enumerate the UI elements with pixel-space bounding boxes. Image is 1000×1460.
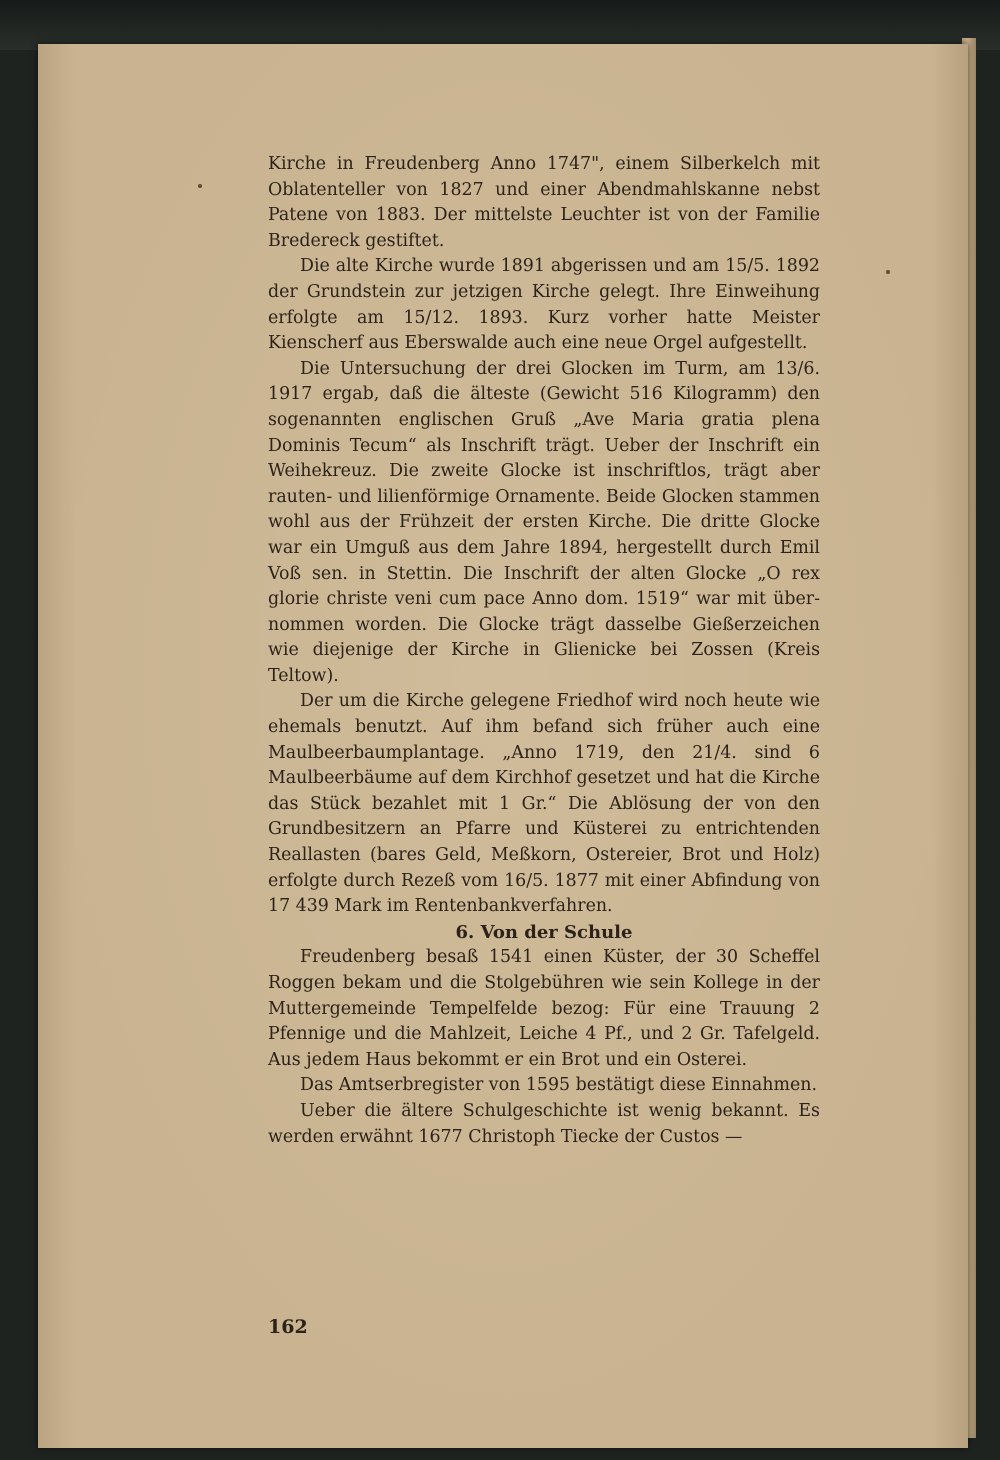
ink-speck: [886, 270, 890, 274]
body-text: [268, 152, 820, 1150]
paragraph: Der um die Kirche gelegene Friedhof wird noch heute wie ehemals benutzt. Auf ihm befand sich früher auch eine Maulbeerbaumplantage. „Anno 1719, den 21/4. sind 6 Maulbeerbäume auf dem Kirchhof gesetzet und hat die Kirche das Stück bezahlet mit 1 Gr.“ Die Ablösung der von den Grundbesitzern an Pfarre und Küsterei zu entrichtenden Reallasten (bares Geld, Meßkorn, Ostereier, Brot und Holz) erfolgte durch Rezeß vom 16/5. 1877 mit einer Abfindung von 17 439 Mark im Rentenbankverfahren.: [268, 691, 820, 917]
paragraph: Kirche in Freudenberg Anno 1747", einem Silberkelch mit Oblatenteller von 1827 und einer Abendmahlskanne nebst Patene von 1883. Der mittelste Leuchter ist von der Familie Bredereck gestiftet.: [268, 154, 820, 251]
paragraph: Die alte Kirche wurde 1891 abgerissen und am 15/5. 1892 der Grundstein zur jetzigen Kirche gelegt. Ihre Einweihung erfolgte am 15/12. 1893. Kurz vorher hatte Meister Kienscherf aus Eberswalde auch eine neue Orgel aufgestellt.: [268, 256, 820, 354]
paragraph: Ueber die ältere Schulgeschichte ist wenig bekannt. Es werden erwähnt 1677 Christoph Tiecke der Custos —: [268, 1100, 820, 1147]
paragraph: Die Untersuchung der drei Glocken im Turm, am 13/6. 1917 ergab, daß die älteste (Gewicht 516 Kilogramm) den sogenannten englischen Gruß „Ave Maria gratia plena Dominis Tecum“ als Inschrift trägt. Ueber der Inschrift ein Weihekreuz. Die zweite Glocke ist inschriftlos, trägt aber rauten- und lilienförmige Ornamente. Beide Glocken stammen wohl aus der Frühzeit der ersten Kirche. Die dritte Glocke war ein Umguß aus dem Jahre 1894, hergestellt durch Emil Voß sen. in Stettin. Die Inschrift der alten Glocke „O rex glorie christe veni cum pace Anno dom. 1519“ war mit übernommen worden. Die Glocke trägt dasselbe Gießerzeichen wie diejenige der Kirche in Glienicke bei Zossen (Kreis Teltow).: [268, 358, 820, 686]
scan-background: [0, 0, 1000, 50]
ink-speck: [198, 184, 202, 188]
section-heading: 6. Von der Schule: [455, 921, 633, 943]
paragraph: Freudenberg besaß 1541 einen Küster, der 30 Scheffel Roggen bekam und die Stolgebühren wie sein Kollege in der Muttergemeinde Tempelfelde bezog: Für eine Trauung 2 Pfennige und die Mahlzeit, Leiche 4 Pf., und 2 Gr. Tafelgeld. Aus jedem Haus bekommt er ein Brot und ein Osterei.: [268, 947, 820, 1070]
page-number: 162: [268, 1316, 308, 1338]
paragraph: Das Amtserbregister von 1595 bestätigt diese Einnahmen.: [300, 1075, 817, 1096]
